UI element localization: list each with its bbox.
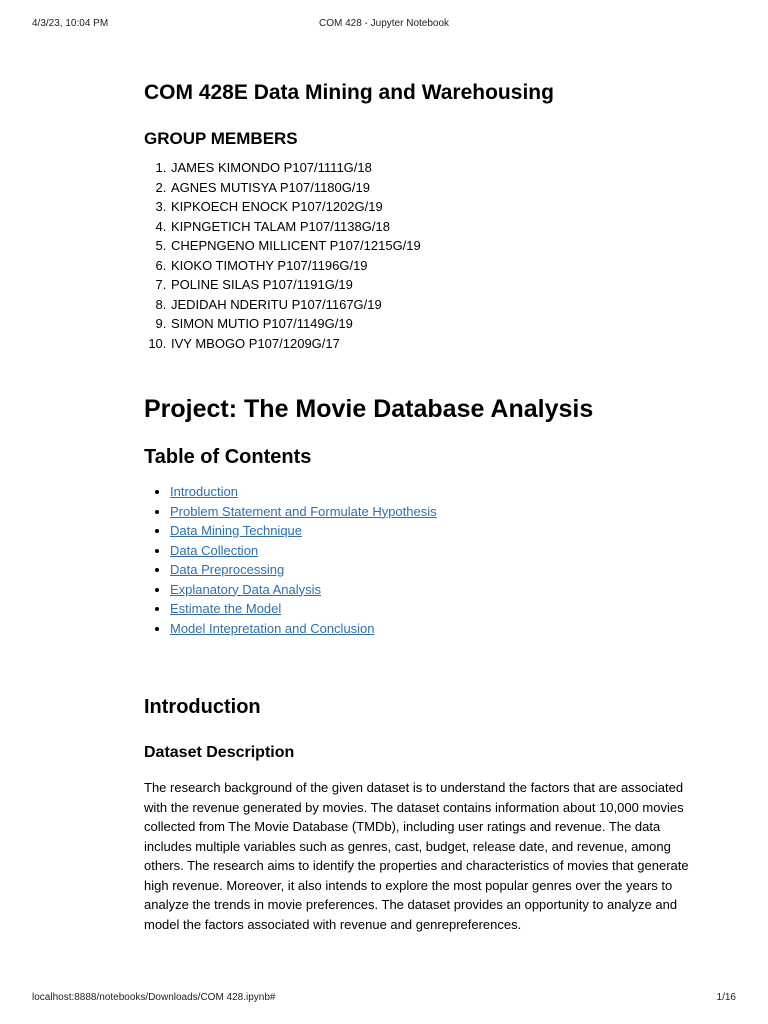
dataset-description-heading: Dataset Description [144,744,295,761]
table-of-contents [144,482,704,638]
toc-item [170,502,704,522]
print-datetime: 4/3/23, 10:04 PM [32,18,109,29]
toc-item [170,521,704,541]
group-members-heading: GROUP MEMBERS [144,129,298,148]
toc-item [170,580,704,600]
print-footer [32,992,736,1006]
notebook-content [144,80,704,934]
member-item: 4. KIPNGETICH TALAM P107/1138G/18 [170,217,704,237]
toc-item [170,619,704,639]
toc-link-data-preprocessing[interactable]: Data Preprocessing [170,562,285,577]
member-item: 8. JEDIDAH NDERITU P107/1167G/19 [170,295,704,315]
toc-link-introduction[interactable]: Introduction [170,484,238,499]
member-item: 5. CHEPNGENO MILLICENT P107/1215G/19 [170,236,704,256]
toc-link-explanatory-data-analysis[interactable]: Explanatory Data Analysis [170,581,322,597]
toc-link-model-interpretation[interactable]: Model Intepretation and Conclusion [170,620,375,636]
print-header [32,18,736,32]
member-item: 7. POLINE SILAS P107/1191G/19 [170,275,704,295]
group-members-list [144,158,704,353]
toc-item [170,599,704,619]
toc-link-estimate-model[interactable]: Estimate the Model [170,601,282,616]
toc-item [170,482,704,502]
toc-item [170,560,704,580]
member-item: 3. KIPKOECH ENOCK P107/1202G/19 [170,197,704,217]
member-item: 2. AGNES MUTISYA P107/1180G/19 [170,178,704,198]
member-item: 10. IVY MBOGO P107/1209G/17 [170,334,704,354]
member-item: 9. SIMON MUTIO P107/1149G/19 [170,314,704,334]
toc-link-problem-statement[interactable]: Problem Statement and Formulate Hypothesis [170,503,437,519]
introduction-heading: Introduction [144,696,261,718]
project-title: Project: The Movie Database Analysis [144,395,594,423]
course-title: COM 428E Data Mining and Warehousing [144,81,554,104]
print-page-title: COM 428 - Jupyter Notebook [318,18,450,29]
toc-link-data-collection[interactable]: Data Collection [170,542,259,558]
member-item: 6. KIOKO TIMOTHY P107/1196G/19 [170,256,704,276]
dataset-description-paragraph: The research background of the given dataset is to understand the factors that are associated with the revenue generated by movies. The dataset contains information about 10,000 movies collected from The Movie Database (TMDb), including user ratings and revenue. The data includes multiple variables such as genres, cast, budget, release date, and revenue, among others. The research aims to identify the properties and characteristics of movies that generate high revenue. Moreover, it also intends to explore the most popular genres over the years to analyze the trends in movie preferences. The dataset provides an opportunity to analyze and model the factors associated with revenue and genrepreferences. [144,780,689,932]
toc-item [170,541,704,561]
member-item: 1. JAMES KIMONDO P107/1111G/18 [170,158,704,178]
print-page-number: 1/16 [716,992,736,1003]
toc-heading: Table of Contents [144,446,312,468]
toc-link-data-mining-technique[interactable]: Data Mining Technique [170,523,303,538]
print-url: localhost:8888/notebooks/Downloads/COM 428.ipynb# [32,992,276,1003]
